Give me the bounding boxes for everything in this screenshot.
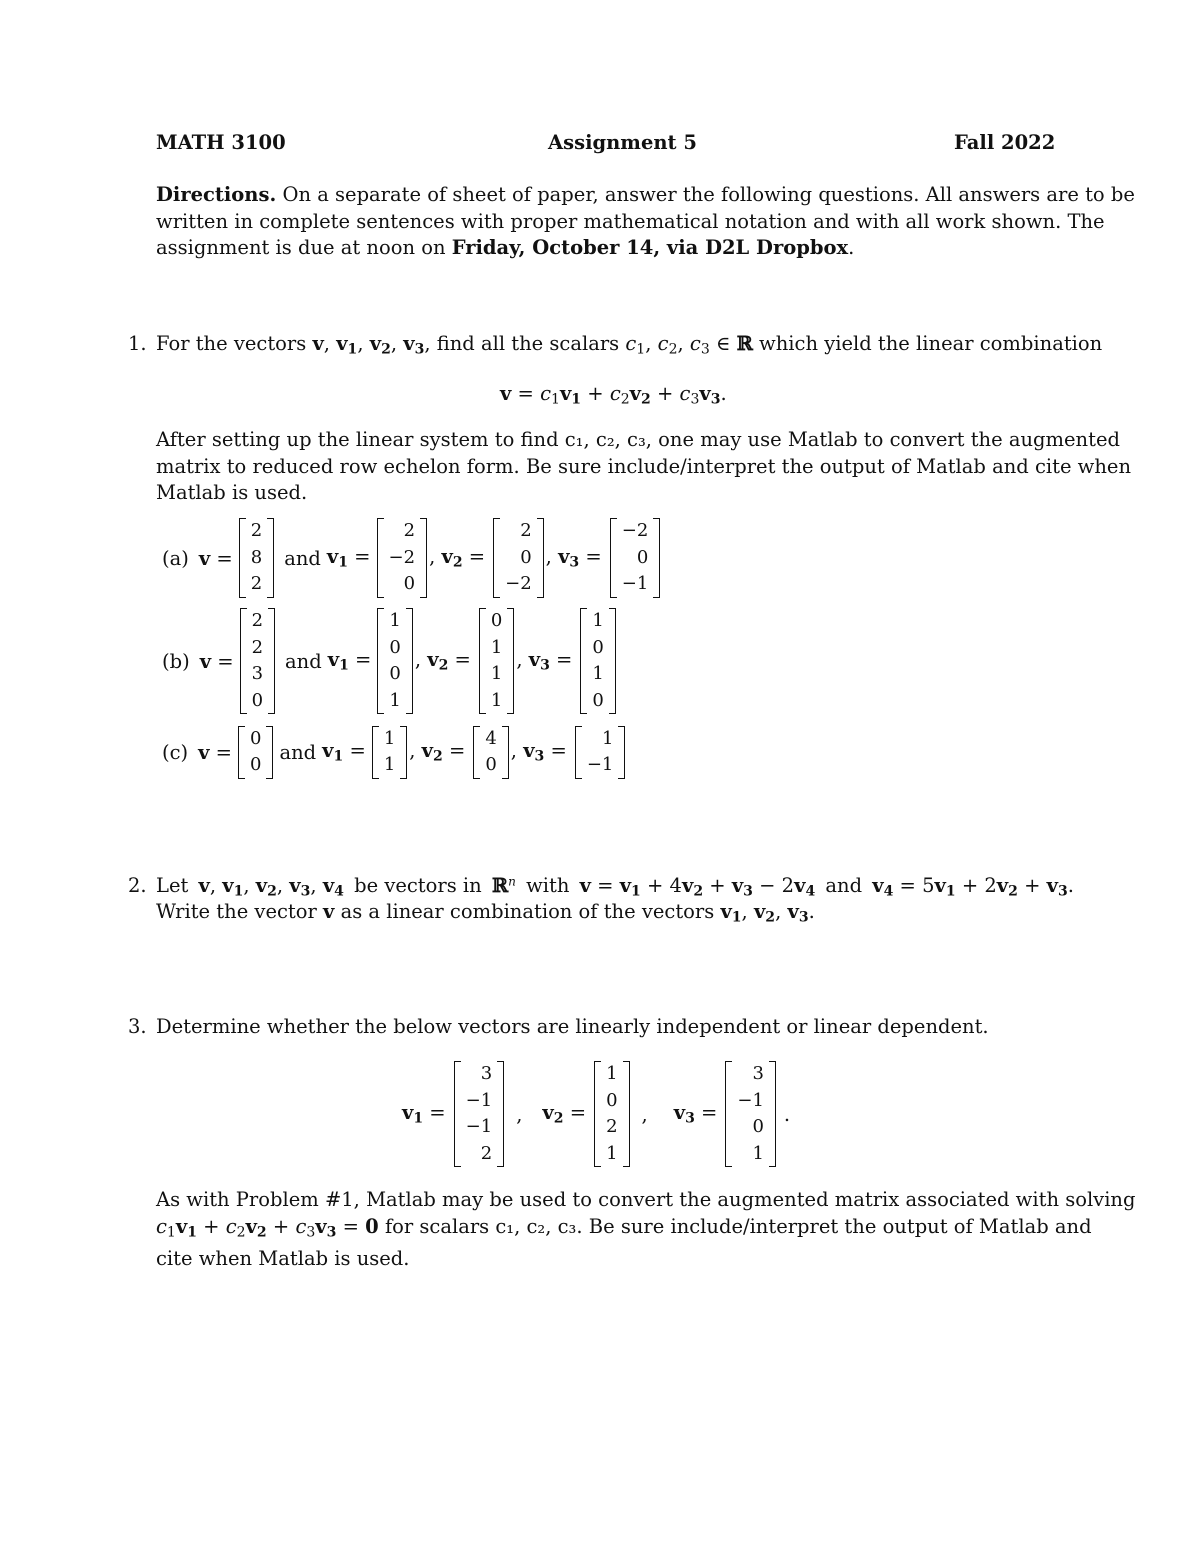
p3-note-line-1: As with Problem #1, Matlab may be used to convert the augmented matrix associated with solving [156,1188,1136,1211]
problem-1-note [156,427,1132,507]
due-date: Friday, October 14, via D2L Dropbox [451,236,849,259]
part-c-v: 0 0 [236,726,275,779]
p1-intro-a: For the vectors [156,332,307,355]
p2-text-d: and [825,874,863,897]
linear-combination-equation: $v = c_1v_1 + c_2v_2 + c_3v_3$. [500,382,727,408]
p1-intro-c: which yield the linear combination [759,332,1103,355]
term: Fall 2022 [954,131,1056,154]
problem-1-number: 1. [128,332,147,355]
p1-note-line-2: matrix to reduced row echelon form. Be sure include/interpret the output of Matlab and cite when [156,454,1132,478]
course-code: MATH 3100 [156,131,286,154]
part-a-v: 2 8 2 [237,518,276,598]
problem-3-vectors: $v_1$ = 3 −1 −1 2 , $v_2$ = 1 0 2 1 , $v_3$ = 3 −1 0 1 . [402,1060,790,1168]
p2-text-c: with [526,874,570,897]
and-word-c: and [279,740,317,764]
p2-text-b: be vectors in [354,874,482,897]
and-word-b: and [285,649,322,673]
problem-3-intro: Determine whether the below vectors are linearly independent or linear dependent. [156,1015,989,1038]
part-c-label: (c) [162,740,189,764]
p1-note-line-3: Matlab is used. [156,481,308,504]
part-b-label: (b) [162,649,190,673]
part-b-v3: 1 0 1 0 [578,608,617,714]
p3-v3: 3 −1 0 1 [723,1061,778,1167]
part-b: (b) v = 2 2 3 0 and $v_1$ = 1 0 0 1 , $v_2$ = 0 1 1 1 , $v_3$ = 1 0 1 0 [162,607,618,715]
directions-period: . [848,236,855,259]
part-a-v2: 2 0 −2 [491,518,546,598]
p2-text-a: Let [156,874,189,897]
p1-note-line-1: After setting up the linear system to find c₁, c₂, c₃, one may use Matlab to convert the augmented [156,428,1120,451]
directions [156,182,1135,262]
problem-3-number: 3. [128,1015,147,1038]
directions-line-3: assignment is due at noon on [156,236,446,259]
part-a: (a) v = 2 8 2 and $v_1$ = 2 −2 0 , $v_2$ = 2 0 −2 , $v_3$ = −2 0 −1 [162,517,662,599]
part-a-label: (a) [162,546,189,570]
p3-note-line-2: for scalars c₁, c₂, c₃. Be sure include/interpret the output of Matlab and [384,1214,1092,1238]
directions-line-1: On a separate of sheet of paper, answer the following questions. All answers are to be [282,183,1135,206]
part-a-v1: 2 −2 0 [375,518,430,598]
part-b-v2: 0 1 1 1 [477,608,516,714]
problem-1-intro: For the vectors v, $v_1$, $v_2$, $v_3$, find all the scalars $c_1$, $c_2$, $c_3$ ∈ ℝ which yield the linear combination [156,332,1103,358]
problem-2-number: 2. [128,874,147,897]
p1-intro-b: , find all the scalars [424,332,620,355]
p3-v1: 3 −1 −1 2 [452,1061,507,1167]
directions-line-2: written in complete sentences with proper mathematical notation and with all work shown. The [156,209,1105,233]
and-word-a: and [284,546,321,570]
p3-note-line-3: cite when Matlab is used. [156,1246,410,1270]
part-c-v1: 1 1 [370,726,409,779]
directions-label: Directions. [156,183,277,206]
problem-2-line-2: Write the vector v as a linear combination of the vectors $v_1$, $v_2$, $v_3$. [156,900,815,926]
part-c: (c) v = 0 0 and $v_1$ = 1 1 , $v_2$ = 4 0 , $v_3$ = 1 −1 [162,724,627,780]
part-b-v: 2 2 3 0 [238,608,277,714]
problem-3-note: As with Problem #1, Matlab may be used to convert the augmented matrix associated with solving $c_1v_1 + c_2v_2 + c_3v_3 = 0$ for scalars c₁, c₂, c₃. Be sure include/interpret the output of Matlab and cite when Matlab is used. [156,1187,1074,1272]
p3-v2: 1 0 2 1 [592,1061,631,1167]
problem-2-line-1: Let v, $v_1$, $v_2$, $v_3$, $v_4$ be vectors in ℝ$^n$ with $v = v_1 + 4v_2 + v_3 - 2v_4$ and $v_4 = 5v_1 + 2v_2 + v_3$. [156,874,1074,900]
part-c-v3: 1 −1 [573,726,628,779]
part-c-v2: 4 0 [471,726,510,779]
p2-line2-mid: as a linear combination of the vectors [340,900,715,923]
p2-line2-pre: Write the vector [156,900,317,923]
assignment-title: Assignment 5 [548,131,697,154]
part-b-v1: 1 0 0 1 [375,608,414,714]
part-a-v3: −2 0 −1 [608,518,663,598]
